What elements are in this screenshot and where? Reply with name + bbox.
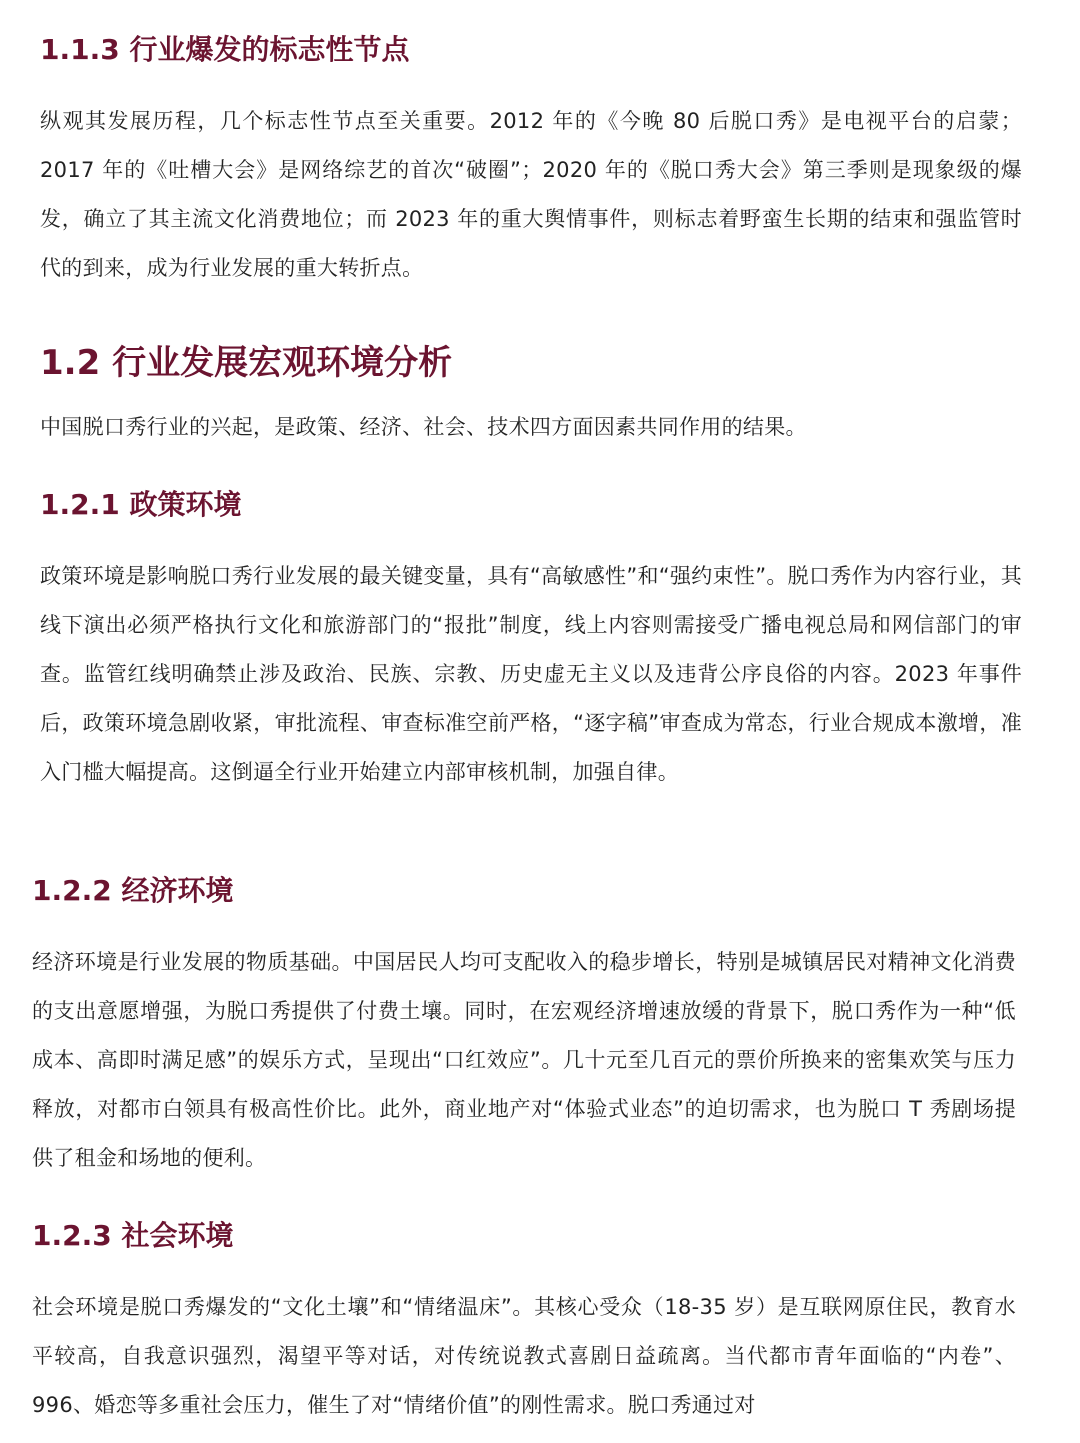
section-body-1-1-3: 纵观其发展历程，几个标志性节点至关重要。2012 年的《今晚 80 后脱口秀》是电视平台的启蒙；2017 年的《吐槽大会》是网络综艺的首次“破圈”；2020 年的《脱口秀大会》第三季则是现象级的爆发，确立了其主流文化消费地位；而 2023 年的重大舆情事件，则标志着野蛮生长期的结束和强监管时代的到来，成为行业发展的重大转折点。 [40, 109, 1022, 280]
section-heading-1-2-2: 1.2.2 经济环境 [32, 874, 234, 907]
section-body-1-2-1: 政策环境是影响脱口秀行业发展的最关键变量，具有“高敏感性”和“强约束性”。脱口秀作为内容行业，其线下演出必须严格执行文化和旅游部门的“报批”制度，线上内容则需接受广播电视总局和网信部门的审查。监管红线明确禁止涉及政治、民族、宗教、历史虚无主义以及违背公序良俗的内容。2023 年事件后，政策环境急剧收紧，审批流程、审查标准空前严格，“逐字稿”审查成为常态，行业合规成本激增，准入门槛大幅提高。这倒逼全行业开始建立内部审核机制，加强自律。 [40, 564, 1022, 784]
section-body-1-2-2: 经济环境是行业发展的物质基础。中国居民人均可支配收入的稳步增长，特别是城镇居民对精神文化消费的支出意愿增强，为脱口秀提供了付费土壤。同时，在宏观经济增速放缓的背景下，脱口秀作为一种“低成本、高即时满足感”的娱乐方式，呈现出“口红效应”。几十元至几百元的票价所换来的密集欢笑与压力释放，对都市白领具有极高性价比。此外，商业地产对“体验式业态”的迫切需求，也为脱口 T 秀剧场提供了租金和场地的便利。 [32, 950, 1016, 1170]
section-body-1-2-3: 社会环境是脱口秀爆发的“文化土壤”和“情绪温床”。其核心受众（18-35 岁）是互联网原住民，教育水平较高，自我意识强烈，渴望平等对话，对传统说教式喜剧日益疏离。当代都市青年面临的“内卷”、996、婚恋等多重社会压力，催生了对“情绪价值”的刚性需求。脱口秀通过对 [32, 1295, 1016, 1417]
section-heading-1-2: 1.2 行业发展宏观环境分析 [40, 343, 453, 383]
section-heading-1-1-3: 1.1.3 行业爆发的标志性节点 [40, 33, 410, 66]
section-heading-1-2-1: 1.2.1 政策环境 [40, 488, 242, 521]
section-body-1-2: 中国脱口秀行业的兴起，是政策、经济、社会、技术四方面因素共同作用的结果。 [40, 415, 807, 439]
section-heading-1-2-3: 1.2.3 社会环境 [32, 1219, 234, 1252]
